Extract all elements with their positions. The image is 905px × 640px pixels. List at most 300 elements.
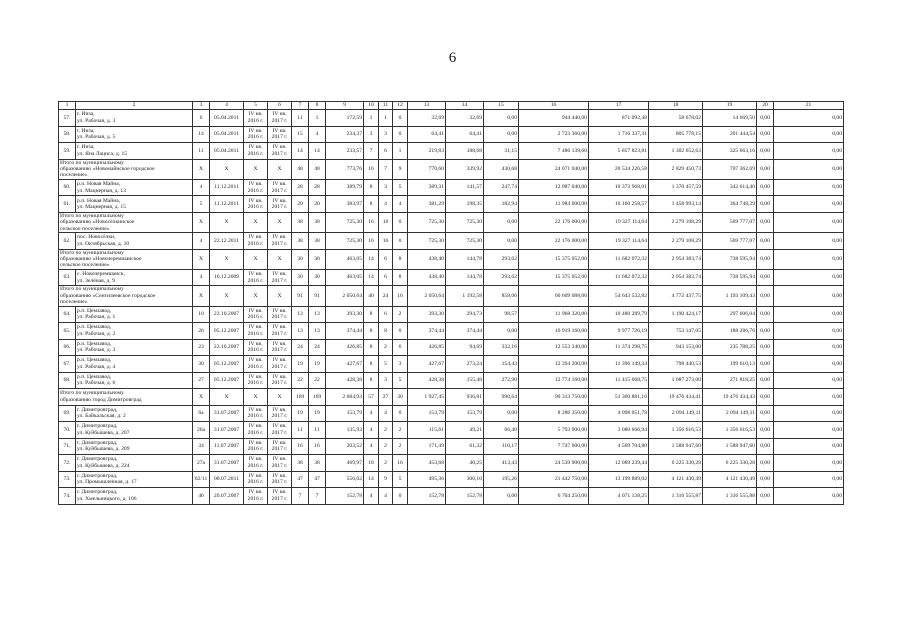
table-cell: 300,10 bbox=[446, 471, 484, 488]
table-cell: 19 327 114,64 bbox=[589, 233, 649, 250]
table-cell: 51 360 881,16 bbox=[589, 389, 649, 406]
table-cell: 98,57 bbox=[484, 306, 519, 323]
table-cell: X bbox=[244, 389, 268, 406]
table-cell: 5 bbox=[393, 372, 408, 389]
table-cell: 0 bbox=[393, 233, 408, 250]
table-cell: X bbox=[268, 212, 292, 232]
address-cell: р.п. Цемзавод, ул. Рабочая, д. 2 bbox=[76, 323, 193, 340]
table-cell: 6 225 330,28 bbox=[649, 455, 703, 472]
table-cell: 0,00 bbox=[774, 389, 844, 406]
table-cell: IV кв. 2017 г. bbox=[268, 196, 292, 213]
address-cell: р.п. Новая Майна, ул. Мацнерная, д. 13 bbox=[76, 179, 193, 196]
table-cell: 438,40 bbox=[408, 269, 446, 286]
table-cell: 2 050,64 bbox=[326, 286, 364, 306]
table-cell: 294,73 bbox=[446, 306, 484, 323]
subtotal-row bbox=[59, 286, 844, 306]
table-cell: 11.07.2007 bbox=[210, 438, 244, 455]
table-cell: 4 121 430,49 bbox=[703, 471, 757, 488]
table-cell: 8 bbox=[364, 356, 379, 373]
table-cell: 13 bbox=[309, 306, 326, 323]
table-cell: 8 bbox=[364, 196, 379, 213]
table-cell: 297 606,04 bbox=[703, 306, 757, 323]
subtotal-row bbox=[59, 389, 844, 406]
table-cell: 22 176 000,00 bbox=[519, 212, 589, 232]
table-cell: 54 643 532,82 bbox=[589, 286, 649, 306]
table-cell: 770,60 bbox=[408, 159, 446, 179]
table-cell: X bbox=[210, 286, 244, 306]
table-cell: 2 bbox=[393, 306, 408, 323]
table-cell: 0,00 bbox=[757, 143, 774, 160]
table-cell: 0,00 bbox=[757, 233, 774, 250]
table-cell: 66,40 bbox=[484, 422, 519, 439]
table-cell: X bbox=[268, 159, 292, 179]
table-cell: IV кв. 2016 г. bbox=[244, 422, 268, 439]
table-cell: 27 bbox=[379, 389, 393, 406]
table-cell: 0 bbox=[393, 110, 408, 127]
table-cell: 46 bbox=[193, 488, 210, 505]
table-cell: 430,68 bbox=[484, 159, 519, 179]
table-cell: 5 bbox=[379, 356, 393, 373]
table-cell: 556,02 bbox=[326, 471, 364, 488]
table-cell: 7 486 139,60 bbox=[519, 143, 589, 160]
table-cell: 0,00 bbox=[757, 339, 774, 356]
table-cell: 374,44 bbox=[326, 323, 364, 340]
table-cell: IV кв. 2017 г. bbox=[268, 110, 292, 127]
table-cell: IV кв. 2017 г. bbox=[268, 126, 292, 143]
table-cell: 24 bbox=[309, 339, 326, 356]
table-cell: IV кв. 2017 г. bbox=[268, 143, 292, 160]
table-cell: 24 bbox=[292, 339, 309, 356]
table-cell: IV кв. 2017 г. bbox=[268, 269, 292, 286]
address-cell: р.п. Цемзавод, ул. Рабочая, д. 1 bbox=[76, 306, 193, 323]
column-number: 17 bbox=[589, 102, 649, 110]
table-cell: 30 bbox=[292, 269, 309, 286]
table-cell: 24 bbox=[379, 286, 393, 306]
table-cell: 13 bbox=[292, 323, 309, 340]
table-cell: 38 bbox=[309, 455, 326, 472]
table-cell: 64. bbox=[59, 306, 76, 323]
table-cell: 12 394 200,00 bbox=[519, 356, 589, 373]
table-cell: 0,00 bbox=[484, 233, 519, 250]
table-cell: IV кв. 2017 г. bbox=[268, 471, 292, 488]
table-cell: 69. bbox=[59, 405, 76, 422]
table-cell: 31.07.2007 bbox=[210, 405, 244, 422]
table-cell: IV кв. 2016 г. bbox=[244, 110, 268, 127]
table-cell: X bbox=[193, 286, 210, 306]
table-cell: 59. bbox=[59, 143, 76, 160]
table-cell: 30 bbox=[309, 269, 326, 286]
table-cell: X bbox=[244, 286, 268, 306]
table-cell: 0 bbox=[393, 323, 408, 340]
table-header-row bbox=[59, 102, 844, 110]
table-cell: 16 bbox=[379, 212, 393, 232]
address-cell: р.п. Цемзавод, ул. Рабочая, д. 4 bbox=[76, 356, 193, 373]
table-cell: 4 bbox=[393, 196, 408, 213]
table-row bbox=[59, 356, 844, 373]
table-cell: 26 bbox=[193, 323, 210, 340]
table-cell: 6 bbox=[393, 339, 408, 356]
table-cell: 8 bbox=[364, 323, 379, 340]
address-cell: г. Инза, ул. Рабочая, д. 5 bbox=[76, 126, 193, 143]
table-cell: 219,83 bbox=[408, 143, 446, 160]
table-cell: 60 609 088,00 bbox=[519, 286, 589, 306]
table-cell: 2 bbox=[379, 455, 393, 472]
table-cell: 6 225 330,28 bbox=[703, 455, 757, 472]
address-cell: г. Инза, ул. Рабочая, д. 3 bbox=[76, 110, 193, 127]
table-cell: 11 bbox=[292, 422, 309, 439]
table-cell: 10 bbox=[193, 306, 210, 323]
table-cell: 62/11 bbox=[193, 471, 210, 488]
table-cell: 0,00 bbox=[757, 405, 774, 422]
table-cell: 8 bbox=[379, 323, 393, 340]
table-cell: 0,00 bbox=[774, 372, 844, 389]
table-cell: 28 bbox=[292, 179, 309, 196]
column-number: 7 bbox=[292, 102, 309, 110]
table-cell: 5 bbox=[193, 196, 210, 213]
table-cell: 135,93 bbox=[326, 422, 364, 439]
table-cell: 1 192,58 bbox=[446, 286, 484, 306]
table-cell: 427,67 bbox=[408, 356, 446, 373]
column-number: 2 bbox=[76, 102, 193, 110]
table-cell: 393,30 bbox=[408, 306, 446, 323]
table-cell: 858,06 bbox=[484, 286, 519, 306]
address-cell: пос. Новосёлки, ул. Октябрьская, д. 10 bbox=[76, 233, 193, 250]
table-cell: 115,61 bbox=[408, 422, 446, 439]
table-cell: 463,05 bbox=[326, 269, 364, 286]
table-row bbox=[59, 339, 844, 356]
table-cell: 48 bbox=[309, 159, 326, 179]
table-cell: 3 bbox=[379, 126, 393, 143]
table-cell: 11 984 000,00 bbox=[519, 196, 589, 213]
table-cell: 0,00 bbox=[774, 110, 844, 127]
table-cell: 16 bbox=[309, 438, 326, 455]
table-cell: 1 193 109,43 bbox=[703, 286, 757, 306]
table-cell: 0,00 bbox=[757, 126, 774, 143]
table-cell: 14 bbox=[364, 249, 379, 269]
table-cell: 9 977 726,19 bbox=[589, 323, 649, 340]
table-cell: 19 476 434,43 bbox=[703, 389, 757, 406]
subtotal-row bbox=[59, 159, 844, 179]
table-cell: 495,36 bbox=[408, 471, 446, 488]
table-cell: 1 316 555,88 bbox=[703, 488, 757, 505]
table-cell: IV кв. 2017 г. bbox=[268, 488, 292, 505]
table-cell: 2 bbox=[379, 422, 393, 439]
table-cell: 2 954 383,74 bbox=[649, 269, 703, 286]
table-cell: 47 bbox=[309, 471, 326, 488]
table-cell: 428,38 bbox=[408, 372, 446, 389]
table-cell: 0,00 bbox=[774, 455, 844, 472]
table-cell: 19 bbox=[292, 405, 309, 422]
table-cell: 12 553 240,00 bbox=[519, 339, 589, 356]
table-cell: 64,41 bbox=[408, 126, 446, 143]
table-cell: 20 534 226,58 bbox=[589, 159, 649, 179]
table-cell: 31.07.2007 bbox=[210, 422, 244, 439]
table-cell: 30 bbox=[292, 249, 309, 269]
table-cell: 0,00 bbox=[774, 356, 844, 373]
table-cell: 0,00 bbox=[757, 249, 774, 269]
table-cell: 66. bbox=[59, 339, 76, 356]
table-cell: 1 302 652,63 bbox=[649, 143, 703, 160]
table-cell: 0,00 bbox=[774, 438, 844, 455]
table-cell: 24 539 900,00 bbox=[519, 455, 589, 472]
table-cell: IV кв. 2017 г. bbox=[268, 356, 292, 373]
table-cell: 5 793 900,00 bbox=[519, 422, 589, 439]
table-cell: 38 bbox=[292, 212, 309, 232]
table-cell: 453,68 bbox=[408, 455, 446, 472]
address-cell: г. Димитровград, ул. Промышленная, д. 17 bbox=[76, 471, 193, 488]
table-cell: 8 bbox=[364, 372, 379, 389]
table-cell: 198,35 bbox=[446, 196, 484, 213]
table-cell: 0,00 bbox=[757, 306, 774, 323]
subtotal-row bbox=[59, 212, 844, 232]
table-cell: 195,26 bbox=[484, 471, 519, 488]
table-cell: IV кв. 2016 г. bbox=[244, 323, 268, 340]
table-cell: 383,97 bbox=[326, 196, 364, 213]
table-cell: 71. bbox=[59, 438, 76, 455]
table-cell: 0,00 bbox=[774, 405, 844, 422]
table-cell: 22 176 000,00 bbox=[519, 233, 589, 250]
table-cell: 05.04.2011 bbox=[210, 126, 244, 143]
column-number: 19 bbox=[703, 102, 757, 110]
table-cell: IV кв. 2016 г. bbox=[244, 405, 268, 422]
table-cell: 14 bbox=[364, 471, 379, 488]
table-cell: 3 bbox=[364, 126, 379, 143]
table-cell: 805 778,15 bbox=[649, 126, 703, 143]
table-cell: 234,37 bbox=[326, 126, 364, 143]
table-cell: 4 bbox=[309, 126, 326, 143]
table-cell: IV кв. 2017 г. bbox=[268, 455, 292, 472]
column-number: 18 bbox=[649, 102, 703, 110]
table-cell: 0,00 bbox=[774, 249, 844, 269]
table-cell: 16 bbox=[292, 438, 309, 455]
table-cell: 22.12.2011 bbox=[210, 233, 244, 250]
table-cell: X bbox=[193, 249, 210, 269]
table-row bbox=[59, 372, 844, 389]
table-cell: 14 bbox=[364, 269, 379, 286]
table-cell: 1 bbox=[364, 110, 379, 127]
table-cell: 738 595,94 bbox=[703, 269, 757, 286]
table-cell: 9 bbox=[379, 471, 393, 488]
table-cell: 3 080 666,94 bbox=[589, 422, 649, 439]
table-cell: 05.12.2007 bbox=[210, 323, 244, 340]
housing-table bbox=[58, 101, 844, 505]
table-cell: 72. bbox=[59, 455, 76, 472]
table-cell: 6 704 250,00 bbox=[519, 488, 589, 505]
table-cell: 10 373 968,01 bbox=[589, 179, 649, 196]
table-cell: IV кв. 2016 г. bbox=[244, 356, 268, 373]
table-cell: 332,16 bbox=[484, 339, 519, 356]
table-cell: 0,00 bbox=[757, 212, 774, 232]
table-cell: 169 bbox=[292, 389, 309, 406]
table-cell: 22.10.2007 bbox=[210, 339, 244, 356]
table-cell: 427,67 bbox=[326, 356, 364, 373]
table-cell: 15 375 052,00 bbox=[519, 249, 589, 269]
table-cell: 65. bbox=[59, 323, 76, 340]
table-cell: 11 374 298,75 bbox=[589, 339, 649, 356]
table-cell: 773,76 bbox=[326, 159, 364, 179]
table-cell: 16 bbox=[379, 233, 393, 250]
table-cell: 0,00 bbox=[774, 323, 844, 340]
table-cell: IV кв. 2016 г. bbox=[244, 233, 268, 250]
table-cell: 16 bbox=[364, 233, 379, 250]
table-cell: 13 bbox=[309, 323, 326, 340]
table-cell: 110,17 bbox=[484, 438, 519, 455]
subtotal-label: Итого по муниципальному образованию «Новосёлкинское сельское поселение» bbox=[59, 212, 193, 232]
table-cell: 34 bbox=[193, 438, 210, 455]
table-cell: 0,00 bbox=[774, 233, 844, 250]
table-cell: 725,30 bbox=[446, 212, 484, 232]
column-number: 16 bbox=[519, 102, 589, 110]
table-cell: 0,00 bbox=[757, 455, 774, 472]
table-cell: 4 bbox=[364, 488, 379, 505]
table-row bbox=[59, 233, 844, 250]
table-cell: IV кв. 2017 г. bbox=[268, 372, 292, 389]
table-cell: 7 bbox=[292, 488, 309, 505]
table-cell: 8 bbox=[393, 249, 408, 269]
column-number: 12 bbox=[393, 102, 408, 110]
table-cell: 374,44 bbox=[408, 323, 446, 340]
table-cell: 4 569 704,80 bbox=[589, 438, 649, 455]
column-number: 10 bbox=[364, 102, 379, 110]
table-cell: 364 748,29 bbox=[703, 196, 757, 213]
table-cell: 90 313 750,00 bbox=[519, 389, 589, 406]
table-cell: 0,00 bbox=[757, 356, 774, 373]
table-cell: 4 bbox=[364, 422, 379, 439]
table-cell: 0,00 bbox=[774, 212, 844, 232]
table-cell: 15 375 052,00 bbox=[519, 269, 589, 286]
table-cell: 16 bbox=[393, 286, 408, 306]
table-cell: 11 682 072,32 bbox=[589, 269, 649, 286]
table-cell: 6 bbox=[379, 143, 393, 160]
column-number: 5 bbox=[244, 102, 268, 110]
table-cell: 426,85 bbox=[326, 339, 364, 356]
table-cell: 0,00 bbox=[757, 110, 774, 127]
table-cell: 19 327 114,64 bbox=[589, 212, 649, 232]
table-cell: 2 050,64 bbox=[408, 286, 446, 306]
table-cell: 2 bbox=[393, 422, 408, 439]
table-cell: 0,00 bbox=[757, 179, 774, 196]
table-cell: 0,00 bbox=[757, 422, 774, 439]
table-cell: 14 bbox=[309, 143, 326, 160]
table-cell: 19 bbox=[309, 405, 326, 422]
table-cell: 4 bbox=[364, 405, 379, 422]
table-cell: 569 777,07 bbox=[703, 212, 757, 232]
table-cell: 16 bbox=[364, 159, 379, 179]
table-cell: 3 bbox=[393, 356, 408, 373]
table-cell: 67. bbox=[59, 356, 76, 373]
table-cell: IV кв. 2016 г. bbox=[244, 143, 268, 160]
address-cell: с. Новочеремшанск, ул. Зелёная, д. 9 bbox=[76, 269, 193, 286]
table-cell: 58. bbox=[59, 126, 76, 143]
table-cell: 1 356 616,53 bbox=[703, 422, 757, 439]
table-cell: 990,64 bbox=[484, 389, 519, 406]
table-cell: 753 147,05 bbox=[649, 323, 703, 340]
table-cell: 19 bbox=[309, 356, 326, 373]
table-cell: 4 098 051,78 bbox=[589, 405, 649, 422]
table-row bbox=[59, 110, 844, 127]
table-cell: 293,62 bbox=[484, 269, 519, 286]
table-cell: 0,00 bbox=[774, 422, 844, 439]
table-cell: 28 bbox=[309, 179, 326, 196]
table-cell: 94,69 bbox=[446, 339, 484, 356]
column-number: 9 bbox=[326, 102, 364, 110]
table-cell: 05.12.2007 bbox=[210, 372, 244, 389]
table-cell: 14 bbox=[193, 126, 210, 143]
table-cell: 2 094 149,11 bbox=[649, 405, 703, 422]
table-cell: X bbox=[193, 389, 210, 406]
table-cell: 74. bbox=[59, 488, 76, 505]
table-cell: 14 bbox=[292, 143, 309, 160]
table-cell: 2 084,93 bbox=[326, 389, 364, 406]
table-cell: 11 bbox=[193, 143, 210, 160]
table-cell: 2 723 360,00 bbox=[519, 126, 589, 143]
column-number: 6 bbox=[268, 102, 292, 110]
table-cell: 247,74 bbox=[484, 179, 519, 196]
table-cell: 64,41 bbox=[446, 126, 484, 143]
table-cell: IV кв. 2016 г. bbox=[244, 269, 268, 286]
table-cell: IV кв. 2017 г. bbox=[268, 405, 292, 422]
table-cell: 4 772 437,75 bbox=[649, 286, 703, 306]
table-cell: 201 444,54 bbox=[703, 126, 757, 143]
subtotal-label: Итого по муниципальному образованию «Сенгилеевское городское поселение» bbox=[59, 286, 193, 306]
table-cell: 0,00 bbox=[484, 126, 519, 143]
table-cell: X bbox=[268, 249, 292, 269]
table-row bbox=[59, 143, 844, 160]
table-cell: 08.07.2011 bbox=[210, 471, 244, 488]
table-cell: IV кв. 2016 г. bbox=[244, 306, 268, 323]
table-cell: 8 286 350,00 bbox=[519, 405, 589, 422]
table-cell: 1 716 337,31 bbox=[589, 126, 649, 143]
table-cell: 1 bbox=[393, 143, 408, 160]
table-cell: 6 bbox=[379, 269, 393, 286]
table-cell: 342 614,40 bbox=[703, 179, 757, 196]
table-cell: 1 356 616,53 bbox=[649, 422, 703, 439]
table-cell: 4 121 430,49 bbox=[649, 471, 703, 488]
table-cell: 8 bbox=[364, 306, 379, 323]
table-cell: 169 bbox=[309, 389, 326, 406]
table-cell: IV кв. 2016 г. bbox=[244, 179, 268, 196]
table-cell: 20 bbox=[309, 196, 326, 213]
table-cell: 152,78 bbox=[408, 488, 446, 505]
table-cell: 11 968 320,00 bbox=[519, 306, 589, 323]
table-cell: 14 669,50 bbox=[703, 110, 757, 127]
table-cell: 4 bbox=[364, 438, 379, 455]
table-cell: 12 087 040,00 bbox=[519, 179, 589, 196]
table-cell: 6 bbox=[193, 110, 210, 127]
table-cell: 10 160 258,57 bbox=[589, 196, 649, 213]
table-cell: 31.07.2007 bbox=[210, 455, 244, 472]
table-cell: 273,24 bbox=[446, 356, 484, 373]
table-cell: 152,78 bbox=[446, 488, 484, 505]
table-cell: 0,00 bbox=[484, 405, 519, 422]
table-cell: 2 bbox=[379, 339, 393, 356]
table-cell: 40 bbox=[364, 286, 379, 306]
table-cell: 9 bbox=[393, 159, 408, 179]
table-cell: IV кв. 2017 г. bbox=[268, 233, 292, 250]
table-cell: 171,49 bbox=[408, 438, 446, 455]
table-cell: 5 857 823,81 bbox=[589, 143, 649, 160]
address-cell: г. Димитровград, ул. Куйбышева, д. 207 bbox=[76, 422, 193, 439]
table-cell: 0,00 bbox=[757, 286, 774, 306]
table-cell: 381,29 bbox=[408, 196, 446, 213]
table-cell: 58 678,02 bbox=[649, 110, 703, 127]
table-cell: 30 bbox=[309, 249, 326, 269]
table-cell: 0,00 bbox=[774, 286, 844, 306]
table-cell: X bbox=[244, 249, 268, 269]
table-cell: 57. bbox=[59, 110, 76, 127]
address-cell: г. Димитровград, ул. Байкальская, д. 2 bbox=[76, 405, 193, 422]
table-cell: 18 bbox=[364, 455, 379, 472]
